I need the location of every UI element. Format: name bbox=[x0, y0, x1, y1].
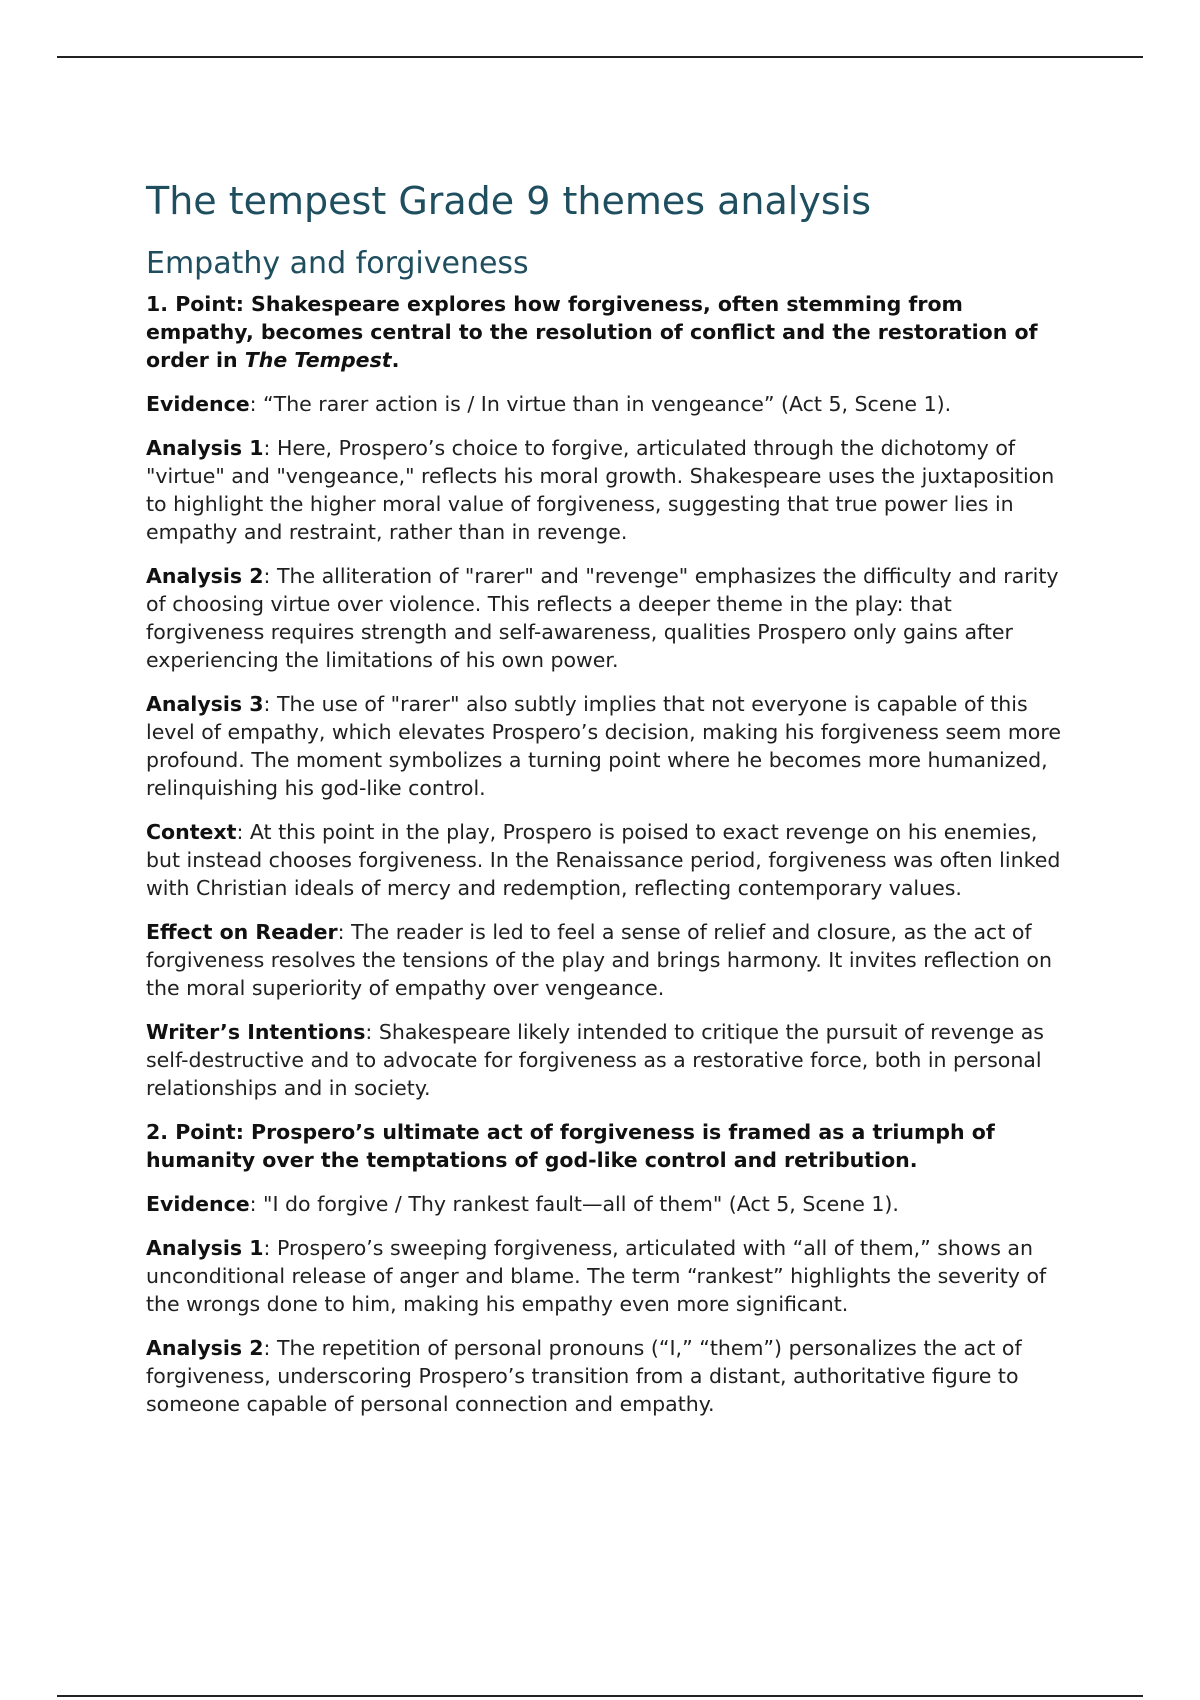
block1-context bbox=[146, 818, 1066, 902]
block1-analysis-1 bbox=[146, 434, 1066, 546]
point-1-end: . bbox=[391, 348, 400, 372]
evidence-text: : “The rarer action is / In virtue than in vengeance” (Act 5, Scene 1). bbox=[249, 392, 952, 416]
point-1-italic-title: The Tempest bbox=[244, 348, 392, 372]
point-1-text: 1. Point: Shakespeare explores how forgiveness, often stemming from empathy, becomes central to the resolution of conflict and the restoration of order in bbox=[146, 292, 1038, 372]
analysis-label: Analysis 3 bbox=[146, 692, 264, 716]
evidence-label: Evidence bbox=[146, 1192, 250, 1216]
block2-evidence bbox=[146, 1190, 1066, 1218]
block1-analysis-2 bbox=[146, 562, 1066, 674]
document-title: The tempest Grade 9 themes analysis bbox=[146, 179, 872, 223]
header-rule bbox=[57, 56, 1143, 58]
analysis-text: : The repetition of personal pronouns (“I,” “them”) personalizes the act of forgiveness, underscoring Prospero’s transition from a distant, authoritative figure to someone capable of personal connection and empathy. bbox=[146, 1336, 1022, 1416]
block1-analysis-3 bbox=[146, 690, 1066, 802]
analysis-text: : The alliteration of "rarer" and "revenge" emphasizes the difficulty and rarity of choosing virtue over violence. This reflects a deeper theme in the play: that forgiveness requires strength and self-awareness, qualities Prospero only gains after experiencing the limitations of his own power. bbox=[146, 564, 1059, 672]
document-body bbox=[146, 176, 1066, 1434]
analysis-text: : Here, Prospero’s choice to forgive, articulated through the dichotomy of "virtue" and "vengeance," reflects his moral growth. Shakespeare uses the juxtaposition to highlight the higher moral value of forgiveness, suggesting that true power lies in empathy and restraint, rather than in revenge. bbox=[146, 436, 1055, 544]
block1-effect-on-reader bbox=[146, 918, 1066, 1002]
evidence-text: : "I do forgive / Thy rankest fault—all of them" (Act 5, Scene 1). bbox=[249, 1192, 899, 1216]
block1-evidence bbox=[146, 390, 1066, 418]
analysis-label: Analysis 2 bbox=[146, 1336, 264, 1360]
block2-analysis-2 bbox=[146, 1334, 1066, 1418]
block2-analysis-1 bbox=[146, 1234, 1066, 1318]
analysis-label: Analysis 1 bbox=[146, 1236, 264, 1260]
analysis-label: Analysis 1 bbox=[146, 436, 264, 460]
analysis-label: Analysis 2 bbox=[146, 564, 264, 588]
point-1 bbox=[146, 290, 1066, 374]
context-label: Context bbox=[146, 820, 237, 844]
section-heading: Empathy and forgiveness bbox=[146, 246, 529, 281]
intentions-label: Writer’s Intentions bbox=[146, 1020, 366, 1044]
context-text: : At this point in the play, Prospero is poised to exact revenge on his enemies, but instead chooses forgiveness. In the Renaissance period, forgiveness was often linked with Christian ideals of mercy and redemption, reflecting contemporary values. bbox=[146, 820, 1061, 900]
analysis-text: : The use of "rarer" also subtly implies that not everyone is capable of this level of empathy, which elevates Prospero’s decision, making his forgiveness seem more profound. The moment symbolizes a turning point where he becomes more humanized, relinquishing his god-like control. bbox=[146, 692, 1061, 800]
analysis-text: : Prospero’s sweeping forgiveness, articulated with “all of them,” shows an unconditional release of anger and blame. The term “rankest” highlights the severity of the wrongs done to him, making his empathy even more significant. bbox=[146, 1236, 1047, 1316]
block1-writers-intentions bbox=[146, 1018, 1066, 1102]
point-2: 2. Point: Prospero’s ultimate act of forgiveness is framed as a triumph of humanity over the temptations of god-like control and retribution. bbox=[146, 1120, 995, 1172]
effect-text: : The reader is led to feel a sense of relief and closure, as the act of forgiveness resolves the tensions of the play and brings harmony. It invites reflection on the moral superiority of empathy over vengeance. bbox=[146, 920, 1052, 1000]
evidence-label: Evidence bbox=[146, 392, 250, 416]
effect-label: Effect on Reader bbox=[146, 920, 338, 944]
footer-rule bbox=[57, 1695, 1143, 1697]
intentions-text: : Shakespeare likely intended to critique the pursuit of revenge as self-destructive and to advocate for forgiveness as a restorative force, both in personal relationships and in society. bbox=[146, 1020, 1044, 1100]
